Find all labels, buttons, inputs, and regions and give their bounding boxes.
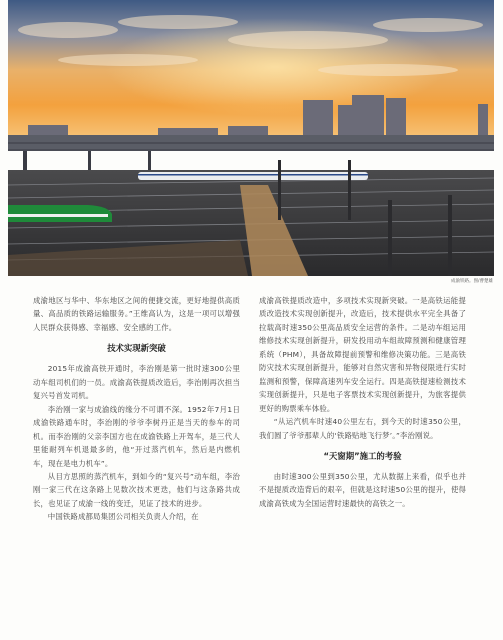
paragraph: 从目方思照的蒸汽机车，到如今的“复兴号”动车组，李治刚一家三代在这条路上见数次技术更迭，他们与这条路共成长，也见证了成渝一线的变迁，见证了技术的进步。 <box>33 471 240 508</box>
paragraph: 成渝地区与华中、华东地区之间的便捷交流，更好地提供高质量、高品质的铁路运输服务。”王维高认为，这是一项可以增强人民群众获得感、幸福感、安全感的工作。 <box>33 296 240 332</box>
right-column <box>259 294 466 510</box>
paragraph: 由时速300公里到350公里，尤从数据上来看，似乎也并不是提质改造背后的艰辛，但就是这时速50公里的提升，使得成渝高铁成为全国运营时速最快的高铁之一。 <box>259 471 466 508</box>
left-column <box>33 294 240 524</box>
paragraph: 中国铁路成都局集团公司相关负责人介绍，在 <box>47 512 199 522</box>
paragraph: “从运汽机车时速40公里左右，到今天的时速350公里，我们圆了爷爷那辈人的‘铁路贴地飞行梦’。”李治刚说。 <box>259 417 466 440</box>
paragraph: 成渝高铁提质改造中，多项技术实现新突破。一是高铁运能提质改造技术实现创新提升，改造后，技术提供水平完全具备了拉载高时速350公里高品质安全运营的条件。二是动车组运用维修技术实现创新提升，研发投用动车组故障预测和健康管理系统（PHM），具备故障提前预警和维修决策功能。三是高铁防灾技术实现创新提升，能够对自然灾害和异物侵限进行实时监测和预警，保障高速列车安全运行。四是高铁提速检测技术实现创新提升，只是电子客票技术实现创新提升，为旅客提供更好的购票乘车体验。 <box>259 296 466 413</box>
section-heading: 技术实现新突破 <box>107 343 166 354</box>
paragraph: 2015年成渝高铁开通时，李治刚是第一批时速300公里动车组司机们的一员。成渝高铁提质改造后，李治刚再次担当复兴号首发司机。 <box>33 364 240 401</box>
photo-caption: 成渝铁路。图/曹楚雄 <box>450 279 493 284</box>
railway-station-photo <box>8 0 494 276</box>
paragraph: 李治刚一家与成渝线的缘分不可谓不深。1952年7月1日成渝铁路通车时，李治刚的爷爷李树丹正是当天的参车的司机。而李治刚的父亲李国方也在成渝铁路上开驾车，是三代人里能耐列车机退最多的，他“开过蒸汽机车，然后是内燃机车，现在是电力机车”。 <box>33 404 240 468</box>
section-heading: “天窗期”施工的考验 <box>323 450 402 461</box>
